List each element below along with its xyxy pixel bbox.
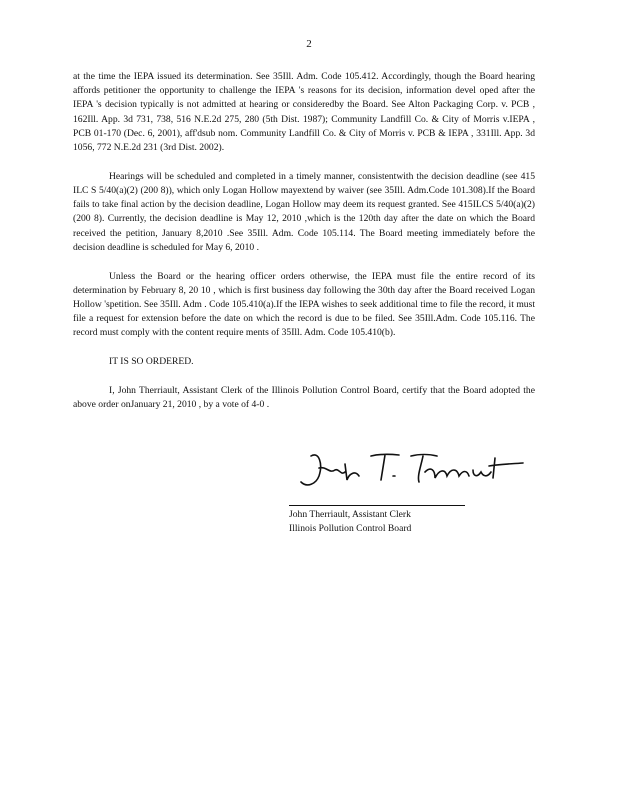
page-number: 2 xyxy=(306,38,312,50)
signature-graphic xyxy=(289,446,529,496)
paragraph-record-filing: Unless the Board or the hearing officer orders otherwise, the IEPA must file the entire record of its determination by February 8, 20 10 , which is first business day following the 30th day after the Board received Logan Hollow 'spetition. See 35Ill. Adm . Code 105.410(a).If the IEPA wishes to seek additional time to file the record, it must file a request for extension before the date on which the record is due to be filed. See 35Ill.Adm. Code 105.116. The record must comply with the content require ments of 35Ill. Adm. Code 105.410(b). xyxy=(73,270,535,339)
signer-organization: Illinois Pollution Control Board xyxy=(289,523,412,535)
so-ordered-statement: IT IS SO ORDERED. xyxy=(109,356,194,368)
paragraph-hearings: Hearings will be scheduled and completed in a timely manner, consistentwith the decision deadline (see 415 ILC S 5/40(a)(2) (200 8)), which only Logan Hollow mayextend by waiver (see 35Ill. Adm.Code 101.308).If the Board fails to take final action by the decision deadline, Logan Hollow may deem its request granted. See 415ILCS 5/40(a)(2) (200 8). Currently, the decision deadline is May 12, 2010 ,which is the 120th day after the date on which the Board received the petition, January 8,2010 .See 35Ill. Adm. Code 105.114. The Board meeting immediately before the decision deadline is scheduled for May 6, 2010 . xyxy=(73,170,535,253)
clerk-certification: I, John Therriault, Assistant Clerk of the Illinois Pollution Control Board, certify that the Board adopted the above order onJanuary 21, 2010 , by a vote of 4-0 . xyxy=(73,385,535,411)
signer-name-title: John Therriault, Assistant Clerk xyxy=(289,509,411,520)
order-body xyxy=(73,70,535,427)
signature-block xyxy=(289,508,411,536)
handwritten-signature xyxy=(289,446,469,506)
signature-line xyxy=(289,505,465,506)
paragraph-record-basis: at the time the IEPA issued its determination. See 35Ill. Adm. Code 105.412. Accordingly, though the Board hearing affords petitioner the opportunity to challenge the IEPA 's reasons for its decision, information devel oped after the IEPA 's decision typically is not admitted at hearing or consideredby the Board. See Alton Packaging Corp. v. PCB , 162Ill. App. 3d 731, 738, 516 N.E.2d 275, 280 (5th Dist. 1987); Community Landfill Co. & City of Morris v.IEPA , PCB 01-170 (Dec. 6, 2001), aff'dsub nom. Community Landfill Co. & City of Morris v. PCB & IEPA , 331Ill. App. 3d 1056, 772 N.E.2d 231 (3rd Dist. 2002). xyxy=(73,71,535,154)
